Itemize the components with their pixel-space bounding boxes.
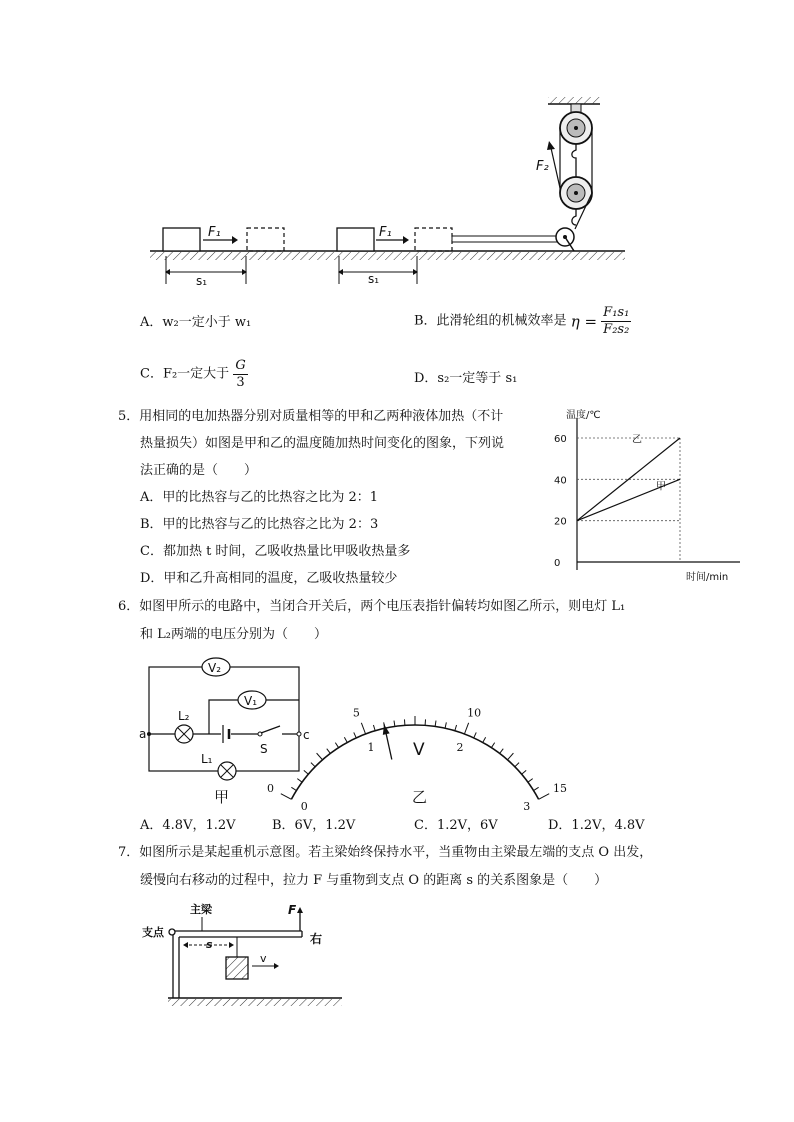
q4-option-a[interactable]: A．w₂一定小于 w₁ [140,315,252,330]
dial-tick [327,749,331,754]
y-axis-label: 温度/℃ [566,410,601,421]
dial-tick [455,725,457,731]
dial-tick [445,722,446,728]
g-numerator: G [235,358,246,373]
dial-tick [435,721,436,727]
dial-label-lower: 1 [367,741,375,755]
block-left-dashed [247,228,284,251]
q5-stem-line3: 法正确的是（ ） [140,463,258,478]
q4-option-c-text: C．F₂一定大于 [140,366,230,382]
dial-tick [474,732,477,737]
q5-stem-line2: 热量损失）如图是甲和乙的温度随加热时间变化的图象，下列说 [140,436,505,451]
hook [572,209,576,225]
dial-label-lower: 0 [300,799,308,813]
dial-tick [394,721,395,727]
q6-option-c[interactable]: C．1.2V，6V [414,818,498,833]
caption-jia: 甲 [214,788,230,806]
dial-tick [464,723,468,734]
node-a-label: a [139,727,147,741]
q6-option-d[interactable]: D．1.2V，4.8V [548,818,645,833]
q7-stem-line2: 缓慢向右移动的过程中，拉力 F 与重物到支点 O 的距离 s 的关系图象是（ ） [140,873,608,888]
l2-label: L₂ [178,709,190,723]
force-f-label: F [288,903,297,917]
efficiency-denominator: F₂s₂ [603,322,630,337]
dial-label-lower: 3 [523,799,531,813]
beam-label: 主梁 [190,903,212,916]
q5-option-c[interactable]: C．都加热 t 时间，乙吸收热量比甲吸收热量多 [140,544,411,559]
circuit-diagram [130,650,320,820]
dial-label-upper: 15 [553,781,568,795]
block-right [337,228,374,251]
dial-tick [500,749,504,754]
load-block [226,957,248,979]
l1-label: L₁ [201,752,213,766]
temperature-chart [540,400,750,590]
series-label: 甲 [656,481,666,493]
dial-tick [507,753,513,760]
dial-tick [335,743,338,748]
voltmeter-dial [266,650,568,820]
pulley-figure [0,0,794,300]
s1-label-left: s₁ [196,274,208,288]
velocity-label: v [260,952,267,965]
q4-option-b[interactable] [414,305,631,338]
block-right-dashed [415,228,452,251]
dial-tick [354,732,357,737]
dial-tick [522,770,527,774]
efficiency-fraction [601,305,631,338]
x-axis-label: 时间/min [686,572,729,583]
f1-label-left: F₁ [208,225,221,240]
right-label: 右 [310,932,323,946]
pivot-label: 支点 [142,926,164,939]
block-left [163,228,200,251]
s-distance-label: s [206,938,213,951]
rope-horizontal [452,236,562,242]
series-label: 乙 [632,434,642,446]
efficiency-numerator: F₁s₁ [603,305,630,320]
dial-tick [344,737,347,742]
q5-stem-line1: 5．用相同的电加热器分别对质量相等的甲和乙两种液体加热（不计 [118,409,504,424]
q6-stem-line2: 和 L₂两端的电压分别为（ ） [140,627,327,642]
f1-label-right: F₁ [379,225,392,240]
dial-label-upper: 5 [352,706,360,720]
dial-label-upper: 0 [266,781,274,795]
q6-option-a[interactable]: A．4.8V，1.2V [140,818,236,833]
q4-option-b-text: B．此滑轮组的机械效率是 [414,313,567,329]
eta-symbol: η = [570,312,598,331]
y-tick-label: 40 [554,475,567,487]
crane-figure [130,895,360,1015]
meter-unit: V [413,740,425,760]
dial-label-lower: 2 [456,741,464,755]
dial-tick [528,779,533,783]
f2-label: F₂ [536,159,549,174]
node-c-label: c [303,728,310,742]
dial-label-upper: 10 [467,706,482,720]
q4-option-c[interactable] [140,358,248,391]
caption-yi: 乙 [412,788,428,806]
dial-tick [491,743,494,748]
y-tick-label: 60 [554,434,567,445]
ground-hatch [150,252,625,260]
circuit-frame [149,667,299,771]
s1-label-right: s₁ [368,272,380,286]
dial-tick [361,723,365,734]
g-over-3-fraction [233,358,247,391]
q7-stem-line1: 7．如图所示是某起重机示意图。若主梁始终保持水平，当重物由主梁最左端的支点 O 出发， [118,845,653,860]
f2-arrow [551,148,560,188]
q4-option-d[interactable]: D．s₂一定等于 s₁ [414,371,518,386]
s-label: S [260,742,268,756]
dial-tick [373,725,375,731]
q5-option-d[interactable]: D．甲和乙升高相同的温度，乙吸收热量较少 [140,571,398,586]
y-tick-label: 0 [554,558,561,569]
dial-tick [539,794,550,800]
dial-tick [534,787,539,790]
v2-label: V₂ [208,661,222,675]
ceiling-hatch [548,97,600,104]
dial-tick [483,737,486,742]
q5-option-b[interactable]: B．甲的比热容与乙的比热容之比为 2：3 [140,517,379,532]
q6-option-b[interactable]: B．6V，1.2V [272,818,356,833]
q6-stem-line1: 6．如图甲所示的电路中，当闭合开关后，两个电压表指针偏转均如图乙所示，则电灯 L₁ [118,599,626,614]
dial-tick [515,763,519,767]
three-denominator: 3 [236,375,245,390]
v1-label: V₁ [244,694,258,708]
pivot-o [169,929,175,935]
y-tick-label: 20 [554,516,567,528]
q5-option-a[interactable]: A．甲的比热容与乙的比热容之比为 2：1 [140,490,379,505]
series-line [577,438,680,521]
